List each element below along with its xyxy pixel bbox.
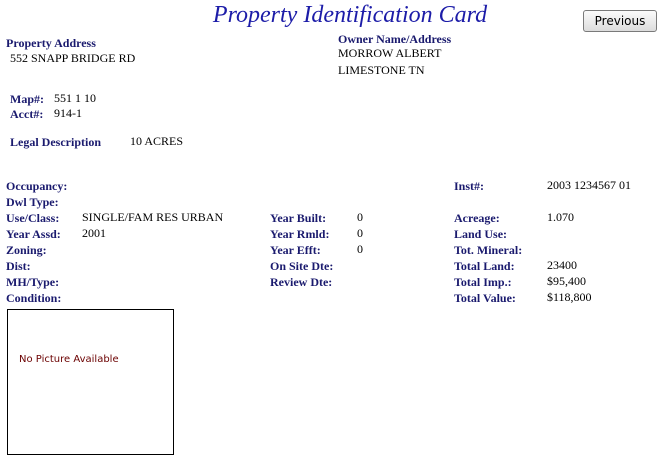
acct-label: Acct#: xyxy=(10,107,44,121)
condition-label: Condition: xyxy=(6,291,62,305)
year-efft-label: Year Efft: xyxy=(270,243,321,257)
review-dte-label: Review Dte: xyxy=(270,275,333,289)
acreage-label: Acreage: xyxy=(454,211,500,225)
occupancy-label: Occupancy: xyxy=(6,179,68,193)
total-value-label: Total Value: xyxy=(454,291,516,305)
year-rmld-value: 0 xyxy=(357,226,363,240)
year-built-label: Year Built: xyxy=(270,211,327,225)
page-title: Property Identification Card xyxy=(212,2,488,28)
owner-name: MORROW ALBERT xyxy=(338,46,442,60)
dwl-type-label: Dwl Type: xyxy=(6,195,59,209)
year-assd-value: 2001 xyxy=(82,226,106,240)
zoning-label: Zoning: xyxy=(6,243,47,257)
owner-label: Owner Name/Address xyxy=(338,32,452,46)
legal-description-value: 10 ACRES xyxy=(130,134,184,148)
use-class-label: Use/Class: xyxy=(6,211,60,225)
property-address-value: 552 SNAPP BRIDGE RD xyxy=(10,51,136,65)
legal-description-label: Legal Description xyxy=(10,135,101,149)
no-picture-text: No Picture Available xyxy=(19,354,119,365)
mh-type-label: MH/Type: xyxy=(6,275,60,289)
total-land-label: Total Land: xyxy=(454,259,515,273)
tot-mineral-label: Tot. Mineral: xyxy=(454,243,523,257)
previous-button[interactable]: Previous xyxy=(583,10,657,32)
property-picture-box xyxy=(7,309,174,455)
land-use-label: Land Use: xyxy=(454,227,508,241)
inst-value: 2003 1234567 01 xyxy=(547,178,631,192)
total-value-value: $118,800 xyxy=(547,290,592,304)
inst-label: Inst#: xyxy=(454,179,485,193)
acct-value: 914-1 xyxy=(54,106,82,120)
year-built-value: 0 xyxy=(357,210,363,224)
total-imp-label: Total Imp.: xyxy=(454,275,512,289)
year-rmld-label: Year Rmld: xyxy=(270,227,330,241)
use-class-value: SINGLE/FAM RES URBAN xyxy=(82,210,224,224)
year-efft-value: 0 xyxy=(357,242,363,256)
owner-city-state: LIMESTONE TN xyxy=(338,63,425,77)
year-assd-label: Year Assd: xyxy=(6,227,61,241)
on-site-dte-label: On Site Dte: xyxy=(270,259,334,273)
dist-label: Dist: xyxy=(6,259,31,273)
total-land-value: 23400 xyxy=(547,258,577,272)
total-imp-value: $95,400 xyxy=(547,274,586,288)
map-label: Map#: xyxy=(10,92,44,106)
acreage-value: 1.070 xyxy=(547,210,574,224)
map-value: 551 1 10 xyxy=(54,91,96,105)
property-address-label: Property Address xyxy=(6,36,96,50)
